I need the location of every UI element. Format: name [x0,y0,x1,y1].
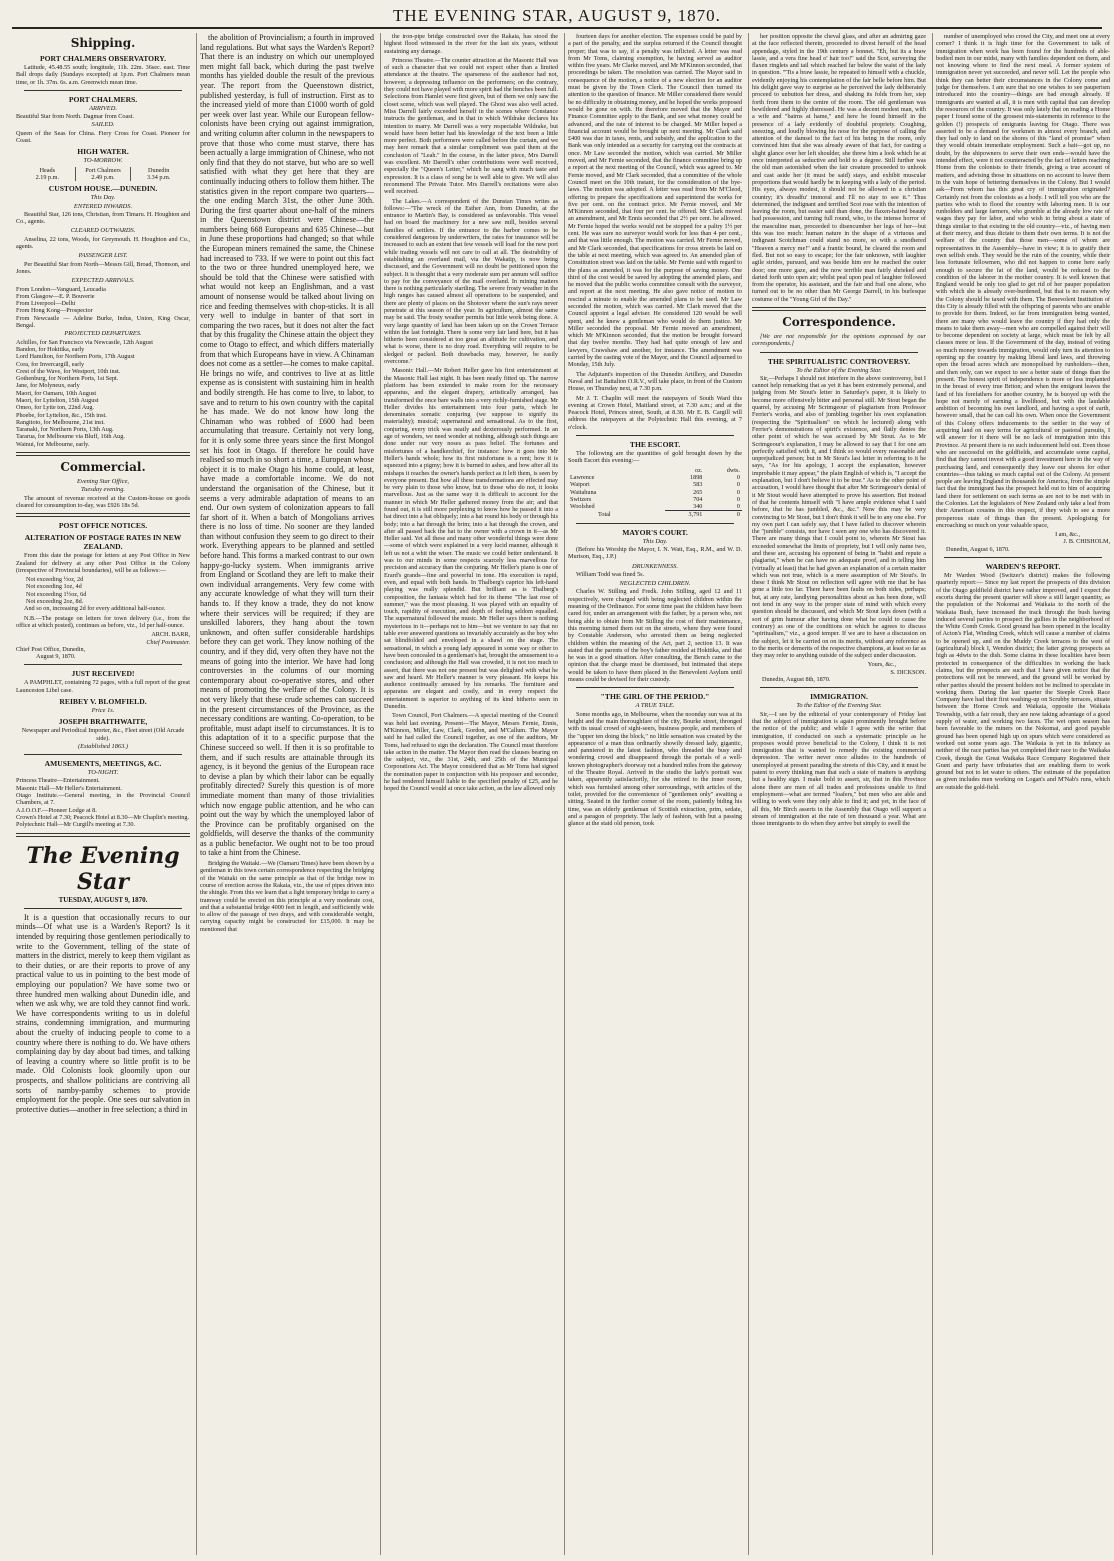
spirit-to: To the Editor of the Evening Star. [796,366,882,374]
customs-heading: CUSTOM HOUSE.—DUNEDIN. [48,184,158,194]
expected-line: From Newcastle — Adeline Burke, Indus, Union, King Oscar, Bengal. [16,314,190,330]
postage-place: Chief Post Office, Dunedin, [16,645,86,653]
expected-label: EXPECTED ARRIVALS. [71,277,135,285]
column-rule [932,33,933,1555]
column-rule [748,33,749,1555]
mayor-day: This Day. [642,537,668,545]
immig-heading: IMMIGRATION. [810,692,868,702]
table-row [568,496,742,503]
divider [576,687,734,688]
tide-time: 2.49 p.m. [91,173,115,181]
divider [576,435,734,436]
theatre-paragraph: Princess Theatre.—The counter attraction at the Masonic Hall was of such a character that we could not expect other than a limited attendance at the theatre. The sparseness of the audience had not, however, a depressing influence on the performers; on the contrary, they could not have played with more spirit had the benches been full. Selections from Hamlet were first given, but of them we only saw the closet scene, which was well played. The Ghost was also well acted. Miss Darrell fairly exceeded herself in the scenes where Constance instructs the gentleman, and in that in which Wildrake declares his intention to marry. Mr Darrell was a very respectable Wildrake, but would have been better had his knowledge of the text been a little more perfect. Both performers were called before the curtain, and we may here remark that a similar compliment was paid them at the conclusion of "Leah." In the course, in the latter piece, Mrs Darrell was excellent. Mr Darrell's other contributions were well received, especially the "Queen's Letter," which he sang with much taste and expression. It is a class of song he is well able to give. We will also recommend The Private Tutor. Mrs Darrell's recitations were also well received. [384,56,558,196]
escort-heading: THE ESCORT. [629,440,681,450]
departure-line: Lord Hamilton, for Northern Ports, 17th August [16,353,135,361]
expected-line: From Glasgow—E. P. Bouverie [16,292,95,300]
escort-oz: 1898 [690,473,703,481]
customs-day: This Day. [90,194,116,202]
departure-line: Bandon, for Hokitika, early [16,345,85,353]
postage-date: August 9, 1870. [36,653,76,661]
unit-oz: oz. [694,466,703,474]
outwards-label: CLEARED OUTWARDS. [70,227,136,235]
tide-place: Dunedin [148,166,170,174]
received-trade: Newspaper and Periodical Importer, &c., Fleet street (Old Arcade side). [21,727,185,742]
table-row [568,503,742,511]
escort-place: Waipori [570,481,590,489]
council-continued: fourteen days for another election. The expenses could be paid by a part of the penalty, and the surplus returned if the Council thought proper; that was to say, if a penalty was inflicted. A letter was read from Mr Toms, claiming exemption, he having served as auditor within five years. Mr Clarke moved, and Mr M'Kinnon seconded, that proceedings be taken. The resolution was carried. The Mayor said in consequence of the motion, a notice of a new election for an auditor must be given by the Town Clerk. The Council then turned its attention to the question of finance. Mr Miller considered there would be no difficulty in obtaining money, and he hoped the works proposed would be gone on with. He therefore moved that the Mayor and Finance Committee apply to the Bank, and see what money could be advanced, and the rate of interest to be charged. Mr Miller hoped a financial account would be brought up next meeting. Mr Clark said £400 was due in taxes, rents, and subsidy, and the application to the Bank was only intended as a security for carrying out the contracts at once. Mr Law seconded the motion, which was carried. Mr Miller moved, and Mr Fernie seconded, that the finance committee bring up a report at the next meeting of the Council, which was agreed to. Mr Fernie moved, and Mr Clark seconded, that a committee of the whole Council meet on the 10th instant, for the consideration of the bye-laws. The motion was adopted. A letter was read from Mr M'Cleod, offering to prepare the specifications and superintend the works for five per cent. on the contract price. Mr Fernie moved, and Mr M'Kinnon seconded, that four per cent. be offered. Mr Clark moved an amendment, and Mr Ennis seconded that 2½ per cent. be allowed. Mr Fernie hoped the works would not be stopped for a paltry 1½ per cent. He was sure no surveyor would work for less than 4 per cent., and that was little enough. The motion was carried. Mr Fernie moved, and Mr Clark seconded, that specifications for cross streets be laid on the table at next meeting, which was agreed to. An amended plan of Constitution street was laid on the table. Mr Fernie said with regard to the plans as amended, it was for the purpose of saving money. One third of the cost would be saved by adopting the amended plans, and he moved that the public works committee consult with the surveyor, and report at the next meeting. He also gave notice of motion to rescind a minute to enable the amended plans to be used. Mr Law seconded the motion, which was carried. Mr Clark moved that the Council appoint a legal adviser. He considered 120 would be well spent, and he knew a gentleman who would do them justice. Mr Miller seconded the proposal. Mr Fernie moved an amendment, which Mr M'Kinnon seconded, that the motion be brought forward that day twelve months. They had had quite enough of law and lawyers, Crawshaw and another, for instance. The amendment was carried by the casting vote of the Mayor, and the Council adjourned to Monday, 15th July. [568,33,742,369]
tide-heading: HIGH WATER. [77,147,129,157]
drunk-label: DRUNKENNESS. [632,562,678,570]
postage-nb: N.B.—The postage on letters for town delivery (i.e., from the office at which posted), continues as before, viz., 1d per half-ounce. [16,614,190,629]
column-2 [200,33,374,1553]
unit-dwts: dwts. [726,466,740,474]
escort-total-label: Total [598,511,611,519]
escort-oz: 704 [693,495,703,503]
escort-dwts: 0 [736,481,740,489]
arrived-label: ARRIVED. [89,104,117,112]
immig-to: To the Editor of the Evening Star. [796,702,882,710]
escort-place: Switzers [570,495,592,503]
council-paragraph: Town Council, Port Chalmers.—A special meeting of the Council was held last evening. Present—The Mayor, Messrs Fernie, Ennis, M'Kinnon, Miller, Law, Clark, Gordon, and M'Callum. The Mayor said he had called the Council together, as one of the auditors, Mr Toms, had refused to sign the declaration. The Council must therefore take action in the matter. The Mayor then read the clauses bearing on the subject, viz., the 31st, 24th, and 25th of the Municipal Corporations Act. The Mayor considered that as Mr Toms had signed the nomination paper in conjunction with his proposer and seconder, he had rendered himself liable to the specified penalty of £25, and he hoped the Council would at once take action, as the law allowed only [384,712,558,793]
passenger-text: Per Beautiful Star from North—Messrs Gill, Broad, Thomson, and Jones. [16,260,190,275]
girl-continued: her position opposite the cheval glass, and after an admiring gaze at the face reflected therein, proceeded to divest herself of the head appendage, styled in the 19th century a bonnet. "Eh, but its a braw lassie, and a vera fine head o' hair too!" said the Scot, surveying the flaxen ringlets and tail which reached far below the waist of the lady in question. "'Tis a braw lassie, he repeated to himself with a chuckle, evidently enjoying his contemplation of the fair belle before him. But his delight gave way to surprise as he perceived the lady deliberately proceed to unbutton her dress, and shaking its folds from her, step forth from them to the centre of the room. The old gentleman was bewildered and highly distressed. He was a decent modest man, with a wife and "bairns at hame," and here he found himself in the presence of a lady evidently of doubtful propriety. Coughing, sneezing, and loudly blowing his nose for the purpose of calling the attention of the damsel to the fact of his being in the room, only convinced him that she was already aware of that fact, for casting a slight glance over her left shoulder, she threw him a look which he at once interpreted as seductive and bold to a degree. Still further was the old man astonished when the fair creature proceeded to unhook and cast aside her (it must be said) stays, and exhibit muscular proportions that would hardly be in keeping with a lady of the period. His eyes, always modest, it should not be allowed in a christian country; it's dreadfu' immoral and I'll no stay to see it." Thus determined, the indignant and terrified Scot rose with the intention of leaving the room, but easier said than done, the flaxen-haired beauty had possession, and turning full round, who, to the intense horror of the masculine man, proceeded to disencumber her legs of her—but this was too much: human nature in the shape of a virtuous and indignant Scotchman could stand no more, so with a smothered "Heaven a mercy me!" and a frantic bound, he cleared the room and fled. But not so easy to escape; for the fair unknown, with laughter agile strides, pursued, and was beside him ere he reached the outer door; one more gaze, and the now terrible man fairly shrieked and darted forth unto open air; whilst peal upon peal of laughter followed from the operator, his assistant, and the fair and frail one alone, who turned out to be no other than Mr George Darrell, in his burlesque costume of the "Young Girl of the Day." [752,33,926,303]
immig-close: I am, &c., [1055,531,1080,539]
masthead: THE EVENING STAR, AUGUST 9, 1870. [393,6,721,25]
received-est: (Established 1863.) [77,742,129,750]
escort-dwts: 0 [736,473,740,481]
neglect-label: NEGLECTED CHILDREN. [619,580,691,588]
inwards-text: Beautiful Star, 126 tons, Christian, from Timaru. H. Houghton and Co., agents. [16,210,190,226]
immig-sign: J. B. CHISHOLM, [1063,538,1110,546]
received-case: REIBEY V. BLOMFIELD. [59,697,147,706]
leader-continued: the abolition of Provincialism; a fourth in improved land regulations. But what says the Warden's Report? That there is an industry on which our unemployed men might fall back, which during the past twelve months has yielded double the result of the previous year. The report from the Queenstown district, published yesterday, is full of instruction. First as to the increased yield of more than £1000 worth of gold per week over last year. While our European fellow-colonists have been crying out against immigration, and writing column after column in the newspapers to prove that those who come must starve, there has been actually a large immigration of Chinese, who not only find that they do not starve, but who are so well satisfied with what they get here that they are continually inducing others to follow them hither. The statistics given in the report compare two quarters—the one ending March 31st, the other June 30th. During the first quarter about one-half of the miners in the Queenstown district were Chinese—the numbers being 668 Europeans and 635 Chinese—but in June these proportions had changed; so that while the European miners remained the same, the Chinese had increased to 733. If we were to point out this fact to the two or three hundred unemployed here, we should be told that the Chinese were satisfied with what would not keep an Englishman, and a vast amount of nonsense would be talked about living on rice and feeding themselves with chop-sticks. It is all very well to indulge in banter of that sort in comparing the two races, but it does not alter the fact that by this frugality the Chinese attain the object they come to Otago to effect, and which differs materially from that which Europeans have in view. A Chinaman does not come as a settler—he comes to make capital. He brings no wife, and contrives to live at as little expense as is consistent with sustaining him in health and bodily strength. He has come to live, to labor, to save and to return to his own country with the capital he has made. We do not know how long the Chinaman who was robbed of £600 had been accumulating that treasure. Certainly not very long, for it is only some three years since the first Mongol set his foot in Otago. If therefore he could have realised so much in so short a time, a European whose object it is to make Otago his home could, at least, have made a comfortable income. We do not understand the organisation of the Chinese, but it seems a very admirable adaptation of means to an end. Our own system of colonization appears to fall far short of it. When a batch of Mongolians arrives there is no loss of time. No sooner are they landed than without confusion they seem to go direct to their work. Everything appears to be planned and settled before hand. This forms a marked contrast to our own happy-go-lucky system. When immigrants arrive from England or Scotland they are left to make their own individual arrangements. Very few come with any accurate knowledge of what they will turn their hands to. If they know a trade, they do not know where their services will be required; if they are unskilled laborers, they hang about the town unknown, and often suffer considerable hardships before they can get work. They know nothing of the country, and if they did, very often they have not the means of going into the interior. We have had long controversies in the columns of our morning contemporary about co-operative stores, and other means of promoting the welfare of the Colony. It is not very likely that these crude schemes can succeed in the present circumstances of the Province, as the necessary conditions are wanting. Co-operation, to be profitable, must adapt itself to circumstances. It is to this adaptation of it to a specific purpose that the Chinese succeed so well. If then it is so profitable to them, and if such results are attainable through its agency, is it beyond the genius of the European race to devise a plan by which their labor can be equally profitably directed? Surely this question is of more immediate moment than many of those trivialities which now engage public attention, and he who can point out the way by which the unemployed labor of the Province can be profitably organised on the goldfields, will deserve the thanks of the community as a public benefactor. We ought not to be too proud to take a hint from the Chinese. [200,33,374,858]
escort-table [568,467,742,519]
amuse-sub: TO-NIGHT. [87,769,119,777]
commercial-text: The amount of revenue received at the Custom-house on goods cleared for consumption to-day, was £926 18s 5d. [16,494,190,509]
drunk-text: William Todd was fined 5s. [576,570,645,578]
escort-place: Lawrence [570,473,595,481]
departure-line: Jane, for Molyneux, early [16,382,80,390]
tide-sub: TO-MORROW. [83,157,123,165]
departure-line: Maori, for Oamaru, 10th August [16,389,97,397]
departure-line: Wainui, for Melbourne, early. [16,440,90,448]
postage-rate: Not exceeding 1oz, 4d [26,583,82,591]
divider [24,908,182,909]
amuse-line: Masonic Hall—Mr Heller's Entertainment. [16,784,122,792]
expected-line: From Hong Kong—Prospector [16,307,93,315]
immig-text: Sir,—I see by the editorial of your contemporary of Friday last that the subject of immigration is again prominently brought before the notice of the public; and while I agree with the writer that immigration, if conducted on such a systematic principle as he proposes would prove beneficial to the Colony, I think it is not immigration that is wanted to remedy the existing commercial depression. The writer never once alludes to the hundreds of unemployed at present parading the streets of this City, and it must be patent to every thinking man that such a state of matters is anything but a healthy sign. I make bold to assert, sir, that in this Province alone there are men of all trades and professions unable to find employment—what are termed "loafers," but men who are able and willing to work were they only able to find it; and yet, in the face of all this, Mr Birch asserts in the Assembly that Otago will support a stream of immigration at the rate of ten thousand a year. What are those immigrants to do when they arrive but simply to swell the [752,710,926,828]
column-1 [16,33,190,1553]
divider [760,352,918,353]
postage-text: From this date the postage for letters at any Post Office in New Zealand for delivery at any other Post Office in the Colony (irrespective of Provincial boundaries), will be as follows:— [16,552,190,574]
escort-place: Woolshed [570,503,595,511]
escort-oz: 583 [693,481,703,489]
postage-heading: ALTERATION OF POSTAGE RATES IN NEW ZEALAND. [24,533,182,552]
received-heading: JUST RECEIVED! [71,669,135,679]
spirit-heading: THE SPIRITUALISTIC CONTROVERSY. [767,356,911,366]
shipping-title: Shipping. [70,36,136,50]
amuse-line: Crown's Hotel at 7.30; Peacock Hotel at 8.30—Mr Chaplin's meeting. [16,813,190,821]
column-4 [568,33,742,1553]
spirit-sign: S. DICKSON. [890,668,926,676]
inwards-label: ENTERED INWARDS. [73,202,133,210]
expected-line: From London—Vanguard, Leucadia [16,285,106,293]
escort-dwts: 0 [736,495,740,503]
postage-rate: Not exceeding 2oz, 8d. [26,598,84,606]
departure-line: Phoebe, for Lyttelton, &c., 15th inst. [16,411,107,419]
amuse-line: Otago Institute.—General meeting, in the Provincial Council Chambers, at 7. [16,792,190,807]
divider [760,687,918,688]
port-heading: PORT CHALMERS. [68,94,138,104]
escort-total-dwts: 0 [704,511,742,519]
amuse-heading: AMUSEMENTS, MEETINGS, &C. [44,759,162,769]
spirit-close: Yours, &c., [867,661,896,669]
correspondence-title: Correspondence. [782,314,896,329]
paper-date: TUESDAY, AUGUST 9, 1870. [58,895,148,904]
column-rule [196,33,197,1555]
departure-line: Tararua, for Melbourne via Bluff, 16th Aug. [16,433,125,441]
divider [24,664,182,665]
waitaki-paragraph: Bridging the Waitaki.—We (Oamaru Times) have been shown by a gentleman in this town certain correspondence respecting the bridging of the Waitaki on the same principle as that of the bridge now in course of erection across the Rakaia, viz., the use of pipes driven into the shingle. From this we learn that a light temporary bridge to carry a tramway could be erected on this principle at a very moderate cost, and that a substantial bridge 4000 feet in length, and sufficiently wide to allow of the passage of two drays, and with considerable weight, carrying capacity might be constructed for £15,000. It may be mentioned that [200,860,374,933]
paper-title: The Evening Star [26,842,180,895]
mayor-bench: (Before his Worship the Mayor, I. N. Watt, Esq., R.M., and W. D. Murison, Esq., J.P.) [568,546,742,561]
immig-date: Dunedin, August 6, 1870. [946,545,1010,553]
masonic-paragraph: Masonic Hall.—Mr Robert Heller gave his first entertainment at the Masonic Hall last night. It has been neatly fitted up. The narrow platform has been extended to make room for the necessary apparatus, and the elegant drapery, artistically arranged, has transformed the once bare walls into a very richly-furnished stage. Mr Heller divides his entertainment into four parts, which he denominates somatic conjuring (we suppose to signify its materiality); musical; supernatural and sensational. As to the first, conjuring, every trick was neatly and dexterously performed. In an age of wonders, we need wonder at nothing, although such things are done under our very noses as pass belief. The fortunes and misfortunes of a handkerchief, for instance: how it goes into Mr Heller's hands whole; how its first misfortune is a rent; how it is squeezed into a pigmy; how it is burned to ashes, and how after all its mishaps it reaches the owner's hands perfect as it left them, is seen by everyone present. But how all these transformations are effected may be very plain to those who know, but to those who do not, it looks marvellous. Just as the same way it is difficult to account for the manner in which Mr Heller gathered money from the air; and that found out, it is still more perplexing to know how he passed it into a hat direct into a hat obliquely; into a hat round his body or through his body; into a hat through the brim; into a hat through the crown, and after all passed back the hat to the owner with a crown in it—as Mr Heller said. Yet all these and many other wonderful things were done—some of which were explained in a very lucid manner, although it left us not a whit the wiser. The music we could better understand. It was to our minds in some respects scarcely less marvellous for precision and accuracy than the conjuring. Mr Heller's piano is one of Erard's grands—fine and powerful in tone. His execution is rapid, even, and equal with both hands. In Thalberg's caprice his left-hand playing was really splendid. But brilliant as is Thalberg's composition, the fantasia which had for its theme "The last rose of summer," was the most pleasing. It was played with an equality of touch, rapidity of execution, and depth of feeling seldom equalled. The supernatural followed the music. Mr Heller says there is nothing mysterious in it—perhaps not to him—but we venture to say that no table ever answered questions so invariably accurately as the boy who sat blindfolded and enveloped in a shawl on the stage. The sensational, in which a young lady appeared in some way or other to have been concealed in a gentleman's hat, brought the amusement to a conclusion; and although the Hall was crowded, it is not too much to assert, that there was not one present but was delighted with what he saw and heard. Mr Heller's manner is very pleasant. He keeps his audience continually amused by his remarks. The furniture and apparatus are elegant and costly, and in every respect the entertainment is superior to anything of its kind hitherto seen in Dunedin. [384,367,558,711]
adjutant-paragraph: The Adjutant's inspection of the Dunedin Artillery, and Dunedin Naval and 1st Battalion O.R.V., will take place, in front of the Custom House, on Thursday next, at 7.30 p.m. [568,370,742,393]
waitaki-continued: the iron-pipe bridge constructed over the Rakaia, has stood the highest flood witnessed in the river for the last six years, without sustaining any damage. [384,33,558,55]
received-price: Price 1s. [91,707,115,714]
sailed-text: Queen of the Seas for China. Fiery Cross for Coast. Pioneer for Coast. [16,129,190,145]
received-text: A PAMPHLET, containing 72 pages, with a full report of the great Launceston Libel case. [16,679,190,694]
sailed-label: SAILED. [91,121,115,129]
chaplin-paragraph: Mr J. T. Chaplin will meet the ratepayers of South Ward this evening at Crown Hotel, Maitland street, at 7.30 a.m.; and at the Peacock Hotel, Princes street, South, at 8.30. Mr E. B. Cargill will address the ratepayers at the Polytechnic Hall this evening, at 7 o'clock. [568,394,742,431]
top-rule [12,27,1102,29]
column-3 [384,33,558,1553]
postage-tail: And so on, increasing 2d for every additional half-ounce. [24,605,166,613]
column-5 [752,33,926,1553]
commercial-day: Tuesday evening. [80,486,125,494]
escort-place: Waitahuna [570,488,597,496]
departures-label: PROJECTED DEPARTURES. [64,330,142,338]
departure-line: Maori, for Lyttelton, 15th August [16,396,99,404]
correspondence-note: [We are not responsible for the opinions expressed by our correspondents.] [752,332,926,348]
tide-cell [131,167,186,182]
observatory-text: Latitude, 45.48.55 south; longitude, 11h. 22m. 36sec. east. Time Ball drops daily (Sundays excepted) at 1p.m. Port Chalmers mean time, or 1h. 37m. 6s. a.m. Greenwich mean time. [16,64,190,86]
column-6 [936,33,1110,1553]
escort-dwts: 0 [736,488,740,496]
divider [24,754,182,755]
post-heading: POST OFFICE NOTICES. [58,521,148,531]
departure-line: Crest of the Wave, for Westport, 10th inst. [16,367,121,375]
leader-text: It is a question that occasionally recurs to our minds—Of what use is a Warden's Report? Is it intended by requiring those gentlemen periodically to write to the Government, telling of the state of matters in the district, merely to keep them vigilant as to their duties, or are their reports to prove of any practical value to us in pointing to the best mode of employing our population? We have some two or three hundred men walking about Dunedin idle, and when we ask why, we are told they cannot find work. We have correspondents writing to us in doleful strains, condemning immigration, and murmuring about the cruelty of inducing people to come to a country where there is nothing to do. We have others complaining day by day about bad times, and talking of leaving a country where so little profit is to be made. Old Colonists look gloomily upon our prospects, and shallow politicians are contriving all sorts of namby-pamby schemes to provide employment for the people. One sees our salvation in protective duties—another in free selection; a third in [16,912,190,1114]
amuse-line: Polytechnic Hall—Mr Curgill's meeting at 7.30. [16,821,136,829]
observatory-heading: PORT CHALMERS OBSERVATORY. [39,54,166,63]
departure-line: Cora, for Invercargill, early [16,360,85,368]
spirit-text: Sir,—Perhaps I should not interfere in the above controversy, but I cannot help remarking that as yet it has been extremely personal, and judging from Mr Stout's letter in Saturday's paper, it is likely to become more offensively bitter and personal still. Mr Stout began the quarrel, by accusing Mr Scrimgeour of plagiarism from Professor Ferrier's works, and also of jumbling together his own explanation (respecting the "Spiritualism" on which he lectured) along with Ferrier's demonstrations of spirit's existence, and flatly denies the other point of which he was accused by Mr Stout. As to Mr Scrimgeour's explanation, I may be allowed to say that I for one am perfectly satisfied with it, and I think so would every reasonable and unprejudiced person; but in Mr Stout's last letter in referring to it he says, "As for his apology, I accept the explanation, however improbable it may appear," the plain English of which is, "I accept the explanation, but I don't believe it to be true." As to the other point of accusation, I would have thought that after Mr Scrimgeour's denial of it Mr Stout would have attempted to prove his assertion. But instead of that he contents himself with "I have ample evidence what I said before, that he has jumbled, &c., &c." Now this may be very convincing to Mr Stout, but I don't think it will be to any one else. For my own part I can safely say, that I have failed to discover wherein the "jumble" consists, nor have I seen any one who has discovered it. There are many things that I could point to, wherein Mr Stout has exceeded somewhat the limits of propriety, but I will only name two, and these are, accusing his opponent of being in "habit and repute a plagiarist," when he can have no adequate proof, and in telling him (virtually at least) that he had given an explanation of a certain matter which was not true, which is a mere assumption of Mr Stout's. In these I think Mr Stout on reflection will agree with me that he has gone a little too far. There have been faults on both sides, perhaps; but, at any rate, landlying personalities about as has been done, will not tend in any way to the proper state of mind with which every question should be discussed, and which Mr Stout lays down (with a sort of grim humour after having done what he could to cause the contrary) as one of the conditions on which he agrees to discuss "spiritualism," viz., a good temper. If we are to have a discussion on the subject, let it be carried on on its merits, without any reference as to the merits or demerits of the respective champions, at least so far as they may refer to anything outside of the subject under discussion. [752,374,926,660]
postage-sign-title: Chief Postmaster. [146,638,190,646]
lakes-paragraph: The Lakes.—A correspondent of the Dunstan Times writes as follows:—"The wreck of the Esther Ann, from Dunedin, at the entrance to Martin's Bay, is considered as unfavorable. This vessel had on board the machinery for a new saw mill, besides several families of settlers. If the entrance to the harbor comes to be considered dangerous by underwriters, the rates for insurance will be increased to such an extent that few vessels will load for the new port while trading vessels will not care to call at all. The desirability of establishing an overland mail, via the Wakatip, is now being discussed, and the Government will no doubt be petitioned upon the subject. It is thought that a very moderate sum per annum will suffice to pay for the conveyance of the mail overland. In mining matters there is nothing particularly startling. The severe frosty weather in the high ranges has caused almost all operations to be suspended, and there are plenty of places on the Shotover where the sun's rays never penetrate at this season of the year. In agriculture, almost the same may be said. The frosty weather permits but little work being done. A very large quantity of land has been taken up on the Crown Terrace within the last fortnight. There is some very fair land here, but it has hitherto been considered at too great an altitude for cultivation, and what is worse, there is no dray road. Everything will require to be sledged or packed. Both drawbacks may, however, be easily overcome." [384,197,558,366]
tide-cell [76,167,132,182]
divider [24,90,182,91]
girl-sub: A TRUE TALE. [635,702,675,710]
tide-place: Heads [39,166,56,174]
column-rule [564,33,565,1555]
table-row [568,489,742,496]
spirit-date: Dunedin, August 8th, 1870. [762,676,831,684]
departure-line: Achilles, for San Francisco via Newcastle, 12th August [16,338,153,346]
warden-text: Mr Warden Wood (Switzer's district) makes the following quarterly report:— Since my last report the prospects of this division of the Otago goldfield district have rather improved, and I expect the escorts during the present quarter will show a still larger quantity, as the population of the Nokomai and Waikaia to the north of the Waikaia Bush, have increased the track through the bush having induced several parties to prospect the gullies in the neighborhood of the White Comb Creek. Good ground has been opened in the locality of Acton's Flat, Winding Creek, which will cause a number of claims to be opened up, and on the Muddy Creek terraces to the west of (agricultural) block I, Wendon district; the latter giving prospects as high as 4dwts to the dish. Some claims in these localities have been protected in consequence of the difficulties in working the back claims, but the prospects are such that I have given notice that the protections will not be renewed, and the ground will be worked by other parties should the present holders not be inclined to speculate in working them. During the last quarter the Steeple Creek Race Company have had their first washing-up on Scrubby terraces, situate between the Home Creek and Waikaia, opposite the Waikaia Township, with a fair result, they are now taking advantage of a good supply of water, and working two faces. The wet open season has been favorable to the miners on the Nokomai, and good payable ground has been opened high up on spurs which were considered as worked out some years ago. The Waikaia is yet in its infancy as neither of the race parties has yet completed their race to the Waikaka Creek, though the Great Waikaka Race Company Registered their Grant and party have tributaries that are enabling them to work ground but not to let water to others. The estimate of the population as given includes men working on Logan's and M'Nab's runs, which are outside the gold-field. [936,572,1110,791]
double-rule [16,513,190,517]
postage-rate: Not exceeding ½oz, 2d [26,576,84,584]
postage-rate: Not exceeding 1½oz, 6d [26,590,87,598]
departure-line: Gothenburg, for Northern Ports, 1st Sept. [16,375,119,383]
table-row [568,474,742,481]
escort-oz: 265 [693,488,703,496]
received-name: JOSEPH BRAITHWAITE, [58,717,148,727]
divider [576,523,734,524]
mayor-heading: MAYOR'S COURT. [622,527,688,537]
tide-time: 2.19 p.m. [35,173,60,181]
escort-text: The following are the quantities of gold brought down by the South Escort this evening:— [568,450,742,465]
commercial-office: Evening Star Office, [77,478,129,486]
double-rule [16,833,190,837]
escort-total-oz: 3,791 [665,511,704,519]
girl-text: Some months ago, in Melbourne, when the noonday sun was at its height and the main thoroughfare of the city, Bourke street, thronged with its usual crowd of sight-seers, business people, and members of the "upper ten doing the block," no little sensation was created by the appearance of a man thus ordinarily showily dressed lady, gigantic, and panniered in the latest fashion, who threaded the busy and wondering crowd and disappeared through the portals of a well-known photographer's doorway not a hundred miles from the gateway of the Theatre Royal. Arrived in the studio the lady's portrait was taken, apparently satisfactorily, for she retired to the inner room, which was furnished among other surroundings, with articles of the toilet, provided for the convenience of "gentlemen only" awaiting a sitting. Seated in the further corner of the room, patiently biding his time, was an elderly gentleman of Scottish extraction, prim, sedate, and a paragon of propriety. The lady of fashion, with but a passing glance at the staid old person, took [568,710,742,828]
commercial-title: Commercial. [60,460,146,475]
amuse-line: Princess Theatre—Entertainment. [16,777,100,785]
neglect-text: Charles W. Stilling and Fredk. John Stilling, aged 12 and 11 respectively, were charged with being neglected children within the meaning of the Ordinance. For some time past the children have been cared for, under an arrangement with the father, by a person who, not being able to obtain from Mr Stilling the cost of their maintenance, this morning turned them out on the streets, where they were found by Constable Anderson, who arrested them as being neglected children within the meaning of the Act, part 2, section 13. It was stated that the parents of the boy's father resided at Hokitika, and that he was in a good situation. After consulting, the Bench came to the opinion that the charge must be dismissed, but intimated that steps would be taken to have them placed in the Benevolent Asylum until means could be devised for their custody. [568,588,742,684]
postage-sign: ARCH. BARR, [151,631,190,639]
arrived-text: Beautiful Star from North. Dagmar from Coast. [16,113,134,121]
expected-line: From Liverpool—Delhi [16,300,76,308]
warden-heading: WARDEN'S REPORT. [985,562,1061,572]
escort-total-row [568,511,742,519]
departure-line: Taranaki, for Northern Ports, 13th Aug. [16,426,114,434]
escort-dwts: 0 [736,503,740,511]
tide-table [20,167,186,182]
double-rule [16,452,190,456]
divider [944,557,1102,558]
tide-time: 3.34 p.m. [146,173,171,181]
departure-line: Omeo, for Lytte ton, 22nd Aug. [16,404,95,412]
double-rule [752,307,926,311]
immig-continued: number of unemployed who crowd the City, and meet one at every corner? I think it is high time for the Government to talk of immigration when work has been found for the hundreds of able-bodied men in our midst, many with families dependent on them, and not knowing where to find the next meal. A former system of immigration never yet succeeded, and never will. Let the people who think they can better their circumstances in the Colony come and judge for themselves. I am sure that no one wishes to see pauperism introduced into the country—things are bad enough already. If immigrants are wanted at all, it is men with capital that can develop the resources of the country. It was only lately that on reading a Home paper I found some of the grossest mis-statements in reference to the golden (!) prospects of emigrants leaving for Otago. There was asserted to be a demand for workmen in almost every branch, and they had only to land on the shores of this "land of promise" when they would obtain immediate employment. Such a bait—got up, no doubt, by the shipowners to serve their own ends—would have the intended effect, were it not counteracted by the fact of letters reaching Home from the colonists to their friends, giving a true account of matters, and advising those in situations on no account to leave them in the vain hope of bettering themselves in the Colony. But I would ask—From whom has this great cry of immigration originated? Certainly not from the colonists as a body. I will tell you who are the parties who wish to flood the country with laboring men. It is our runholders and large farmers, who grumble at the already low rate of wages they pay for labor, and who wish to bring about a state of things similar to that existing in the old country—viz., of having men at their mercy, and thus dictate to them their own terms. It is not the welfare of the country that those men—some of whom are representatives in the Assembly—have in view; it is to gratify their own selfish ends. They would be the ruin of the country, while their less fortunate fellowmen, who did not happen to come here early enough to secure the fat of the land, would be reduced to the condition of the laborer in the mother country. It is well known that England would be only too glad to get rid of her pauper population with which she is already over-burdened, but that is no reason why the Colony should be taxed with them. The Benevolent Institution of this City is already filled with the offspring of parents who are unable to provide for them. Indeed, so far from immigration being wanted, there are many who would leave the country if they had only the means to take them away—men who are compelled against their will to become dependent on society at large, which must be felt by all classes more or less. If the Government of the day, instead of voting so much money towards immigration, would only turn its attention to opening up the country by making liberal land laws, and throwing open the broad acres which are monopolised by runholders—then, and then only, can we expect to see a better state of things than the present. The honest spirit of independence is more or less implanted in the breast of every true Briton; and when the emigrant leaves the land of his forefathers for another country, he is buoyed up with the hope not merely of earning a livelihood, but with the laudable ambition of becoming his own landlord, and having a spot of earth, however small, that he can call his own. When once the Government of this Colony offers inducements to the settler in the way of acquiring land on easy terms for agricultural or pastoral pursuits, I will answer for it there will be no lack of immigration into this Province. At present there is no such inducement held out. Even those who are successful on the goldfields, and accumulate some capital, find that they cannot invest with a good investment here in the way of purchasing land, and consequently they leave our shores for other countries—thus taking so much capital out of the Colony. At present people are leaving England in thousands for America, from the simple fact that the immigrant has the prospect held out to him of acquiring land there for settlement on such terms as are not to be met with in the Colonies. Let the legislators of New Zealand only take a leaf from their American cousins in this respect, if they wish to see a more prosperous state of things than the present. Apologising for encroaching so much on your valuable space, [936,33,1110,529]
passenger-label: PASSENGER LIST. [78,252,128,260]
departure-line: Rangitoto, for Melbourne, 21st inst. [16,418,105,426]
girl-heading: "THE GIRL OF THE PERIOD." [600,692,710,702]
table-row [568,481,742,488]
column-rule [380,33,381,1555]
amuse-line: A.I.O.O.F.—Pioneer Lodge at 8. [16,806,97,814]
escort-oz: 340 [693,503,703,511]
outwards-text: Anselina, 22 tons, Woods, for Greymouth. H. Houghton and Co., agents. [16,235,190,251]
tide-place: Port Chalmers [85,166,121,174]
tide-cell [20,167,76,182]
escort-units-row [568,467,742,474]
